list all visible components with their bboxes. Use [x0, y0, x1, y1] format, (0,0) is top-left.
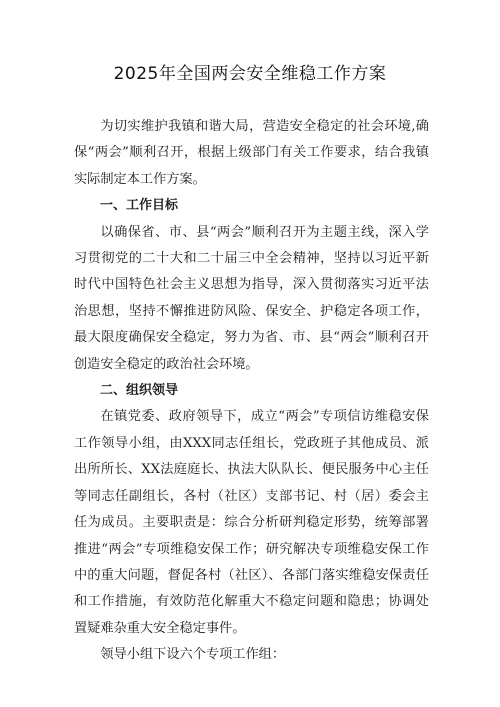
leadership-paragraph: 在镇党委、政府领导下，成立“两会”专项信访维稳安保工作领导小组，由XXX同志任组长，党政班子其他成员、派出所所长、XX法庭庭长、执法大队队长、便民服务中心主任等同志任副组长，各村（社区）支部书记、村（居）委会主任为成员。主要职责是：综合分析研判稳定形势，统筹部署推进“两会”专项维稳安保工作；研究解决专项维稳安保工作中的重大问题，督促各村（社区）、各部门落实维稳安保责任和工作措施，有效防范化解重大不稳定问题和隐患；协调处置疑难杂重大安全稳定事件。 — [74, 409, 429, 636]
intro-paragraph: 为切实维护我镇和谐大局，营造安全稳定的社会环境,确保“两会”顺利召开，根据上级部门有关工作要求，结合我镇实际制定本工作方案。 — [74, 119, 429, 187]
document-body — [74, 114, 429, 669]
section-heading-leadership: 二、组织领导 — [100, 383, 179, 399]
section-heading-goals: 一、工作目标 — [100, 198, 179, 214]
working-groups-paragraph: 领导小组下设六个专项工作组： — [100, 647, 286, 663]
goals-paragraph: 以确保省、市、县“两会”顺利召开为主题主线，深入学习贯彻党的二十大和二十届三中全会精神，坚持以习近平新时代中国特色社会主义思想为指导，深入贯彻落实习近平法治思想，坚持不懈推进防风险、保安全、护稳定各项工作，最大限度确保安全稳定，努力为省、市、县“两会”顺利召开创造安全稳定的政治社会环境。 — [74, 224, 429, 372]
document-title: 2025年全国两会安全维稳工作方案 — [113, 64, 387, 84]
